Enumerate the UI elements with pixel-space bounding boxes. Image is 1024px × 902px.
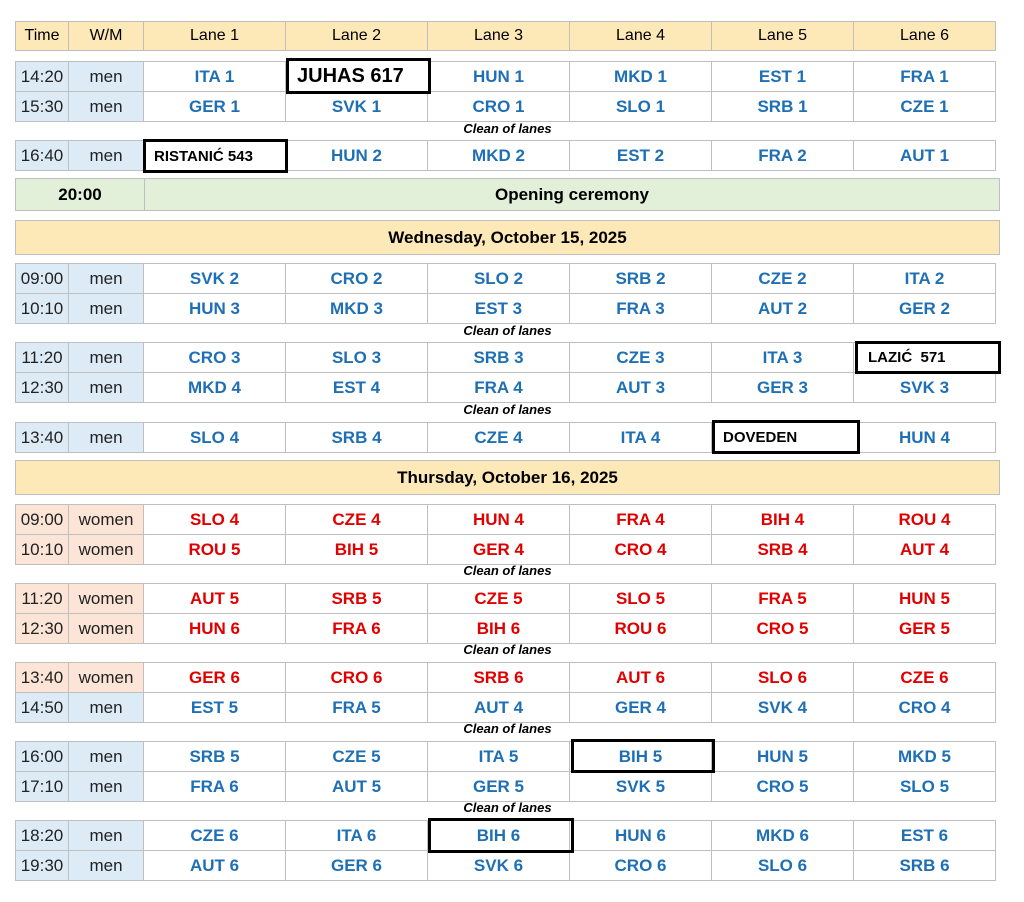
schedule-row	[15, 61, 1000, 92]
lane-6-cell: MKD 5	[853, 741, 996, 772]
lane-5-cell: SRB 4	[711, 534, 854, 565]
handwritten-note-box: DOVEDEN	[712, 420, 860, 454]
header-lane-6: Lane 6	[853, 21, 996, 51]
lane-2-cell: CRO 2	[285, 263, 428, 294]
lane-1-cell: SLO 4	[143, 504, 286, 535]
header-lane-3: Lane 3	[427, 21, 570, 51]
clean-of-lanes-label: Clean of lanes	[463, 121, 552, 136]
lane-1-cell: AUT 6	[143, 850, 286, 881]
lane-6-cell: CRO 4	[853, 692, 996, 723]
lane-5-cell: HUN 5	[711, 741, 854, 772]
row-time: 14:50	[15, 692, 69, 723]
schedule-row	[15, 372, 1000, 403]
lane-6-cell: EST 6	[853, 820, 996, 851]
row-time: 14:20	[15, 61, 69, 92]
row-category: women	[68, 583, 144, 614]
schedule-row	[15, 504, 1000, 535]
lane-4-cell: BIH 5	[569, 741, 712, 772]
lane-4-cell: GER 4	[569, 692, 712, 723]
lane-3-cell: SVK 6	[427, 850, 570, 881]
row-category: men	[68, 850, 144, 881]
row-time: 18:20	[15, 820, 69, 851]
lane-4-cell: HUN 6	[569, 820, 712, 851]
lane-3-cell: HUN 1	[427, 61, 570, 92]
row-time: 13:40	[15, 662, 69, 693]
header-lane-5: Lane 5	[711, 21, 854, 51]
row-time: 17:10	[15, 771, 69, 802]
lane-6-cell: AUT 4	[853, 534, 996, 565]
lane-3-cell: BIH 6	[427, 613, 570, 644]
lane-5-cell: SVK 4	[711, 692, 854, 723]
lane-3-cell: GER 5	[427, 771, 570, 802]
ceremony-time: 20:00	[15, 178, 145, 211]
lane-2-cell: MKD 3	[285, 293, 428, 324]
lane-3-cell: GER 4	[427, 534, 570, 565]
row-time: 10:10	[15, 534, 69, 565]
lane-6-cell: AUT 1	[853, 140, 996, 171]
schedule-row	[15, 692, 1000, 723]
row-time: 19:30	[15, 850, 69, 881]
lane-4-cell: FRA 4	[569, 504, 712, 535]
lane-6-cell: CZE 1	[853, 91, 996, 122]
row-category: women	[68, 662, 144, 693]
lane-2-cell: SLO 3	[285, 342, 428, 373]
row-time: 13:40	[15, 422, 69, 453]
lane-1-cell: CRO 3	[143, 342, 286, 373]
row-category: men	[68, 741, 144, 772]
lane-2-cell: EST 4	[285, 372, 428, 403]
row-category: men	[68, 771, 144, 802]
row-time: 11:20	[15, 583, 69, 614]
lane-1-cell: GER 6	[143, 662, 286, 693]
lane-3-cell: ITA 5	[427, 741, 570, 772]
schedule-row	[15, 583, 1000, 614]
lane-6-cell: HUN 4	[853, 422, 996, 453]
handwritten-note-box: JUHAS 617	[286, 58, 431, 94]
lane-2-cell: CZE 4	[285, 504, 428, 535]
lane-1-cell: CZE 6	[143, 820, 286, 851]
lane-4-cell: CRO 4	[569, 534, 712, 565]
lane-6-cell: GER 5	[853, 613, 996, 644]
lane-1-cell: FRA 6	[143, 771, 286, 802]
lane-4-cell: AUT 3	[569, 372, 712, 403]
lane-5-cell: BIH 4	[711, 504, 854, 535]
lane-3-cell: EST 3	[427, 293, 570, 324]
lane-4-cell: SLO 1	[569, 91, 712, 122]
lane-2-cell: SVK 1	[285, 91, 428, 122]
lane-2-cell: FRA 5	[285, 692, 428, 723]
row-time: 16:40	[15, 140, 69, 171]
header-row	[15, 21, 1000, 51]
lane-1-cell: ROU 5	[143, 534, 286, 565]
row-time: 11:20	[15, 342, 69, 373]
row-category: men	[68, 293, 144, 324]
row-time: 10:10	[15, 293, 69, 324]
lane-2-cell: SRB 5	[285, 583, 428, 614]
lane-6-cell: SVK 3	[853, 372, 996, 403]
row-category: men	[68, 140, 144, 171]
lane-4-cell: AUT 6	[569, 662, 712, 693]
handwritten-note-box: RISTANIĆ 543	[143, 139, 288, 173]
handwritten-note-box: LAZIĆ 571	[855, 341, 1001, 374]
lane-2-cell: HUN 2	[285, 140, 428, 171]
lane-2-cell: CRO 6	[285, 662, 428, 693]
lane-5-cell: EST 1	[711, 61, 854, 92]
clean-of-lanes-label: Clean of lanes	[463, 402, 552, 417]
lane-3-cell: SLO 2	[427, 263, 570, 294]
day-header-thursday: Thursday, October 16, 2025	[15, 460, 1000, 495]
schedule-row	[15, 613, 1000, 644]
lane-6-cell: SRB 6	[853, 850, 996, 881]
row-category: men	[68, 820, 144, 851]
lane-2-cell: AUT 5	[285, 771, 428, 802]
lane-1-cell: MKD 4	[143, 372, 286, 403]
header-time: Time	[15, 21, 69, 51]
lane-1-cell: SVK 2	[143, 263, 286, 294]
row-time: 12:30	[15, 613, 69, 644]
row-category: men	[68, 263, 144, 294]
lane-3-cell: CZE 4	[427, 422, 570, 453]
lane-5-cell: CRO 5	[711, 613, 854, 644]
lane-1-cell: SLO 4	[143, 422, 286, 453]
lane-5-cell: FRA 5	[711, 583, 854, 614]
lane-5-cell: CRO 5	[711, 771, 854, 802]
header-wm: W/M	[68, 21, 144, 51]
lane-2-cell: FRA 6	[285, 613, 428, 644]
lane-6-cell: SLO 5	[853, 771, 996, 802]
clean-of-lanes-label: Clean of lanes	[463, 642, 552, 657]
lane-5-cell: SLO 6	[711, 850, 854, 881]
lane-3-cell: AUT 4	[427, 692, 570, 723]
ceremony-label: Opening ceremony	[145, 178, 1000, 211]
lane-5-cell: SLO 6	[711, 662, 854, 693]
row-time: 15:30	[15, 91, 69, 122]
lane-6-cell: GER 2	[853, 293, 996, 324]
row-time: 16:00	[15, 741, 69, 772]
row-time: 09:00	[15, 263, 69, 294]
schedule-row	[15, 771, 1000, 802]
lane-1-cell: AUT 5	[143, 583, 286, 614]
lane-1-cell: HUN 6	[143, 613, 286, 644]
lane-1-cell: EST 5	[143, 692, 286, 723]
lane-3-cell: HUN 4	[427, 504, 570, 535]
lane-5-cell: CZE 2	[711, 263, 854, 294]
lane-3-cell: FRA 4	[427, 372, 570, 403]
lane-4-cell: CZE 3	[569, 342, 712, 373]
lane-3-cell: BIH 6	[427, 820, 570, 851]
clean-of-lanes-label: Clean of lanes	[463, 323, 552, 338]
clean-of-lanes-label: Clean of lanes	[463, 721, 552, 736]
header-lane-2: Lane 2	[285, 21, 428, 51]
lane-4-cell: SLO 5	[569, 583, 712, 614]
row-category: men	[68, 61, 144, 92]
row-category: men	[68, 91, 144, 122]
row-time: 12:30	[15, 372, 69, 403]
lane-2-cell: CZE 5	[285, 741, 428, 772]
header-lane-4: Lane 4	[569, 21, 712, 51]
lane-6-cell: FRA 1	[853, 61, 996, 92]
lane-5-cell: AUT 2	[711, 293, 854, 324]
lane-5-cell: GER 3	[711, 372, 854, 403]
lane-4-cell: SRB 2	[569, 263, 712, 294]
schedule-row	[15, 820, 1000, 851]
clean-of-lanes-label: Clean of lanes	[463, 800, 552, 815]
lane-6-cell: ITA 2	[853, 263, 996, 294]
schedule-row	[15, 662, 1000, 693]
lane-4-cell: EST 2	[569, 140, 712, 171]
schedule-row	[15, 534, 1000, 565]
row-category: women	[68, 534, 144, 565]
lane-5-cell: SRB 1	[711, 91, 854, 122]
row-category: men	[68, 372, 144, 403]
lane-4-cell: SVK 5	[569, 771, 712, 802]
lane-2-cell: GER 6	[285, 850, 428, 881]
lane-6-cell: CZE 6	[853, 662, 996, 693]
lane-3-cell: CRO 1	[427, 91, 570, 122]
lane-1-cell: HUN 3	[143, 293, 286, 324]
schedule-row	[15, 342, 1000, 373]
lane-1-cell: SRB 5	[143, 741, 286, 772]
row-time: 09:00	[15, 504, 69, 535]
lane-1-cell: GER 1	[143, 91, 286, 122]
lane-3-cell: SRB 3	[427, 342, 570, 373]
schedule-row	[15, 263, 1000, 294]
lane-3-cell: MKD 2	[427, 140, 570, 171]
lane-3-cell: SRB 6	[427, 662, 570, 693]
row-category: women	[68, 613, 144, 644]
schedule-row	[15, 741, 1000, 772]
opening-ceremony-row	[15, 178, 1000, 211]
lane-4-cell: CRO 6	[569, 850, 712, 881]
lane-6-cell: ROU 4	[853, 504, 996, 535]
lane-4-cell: MKD 1	[569, 61, 712, 92]
header-lane-1: Lane 1	[143, 21, 286, 51]
row-category: women	[68, 504, 144, 535]
lane-5-cell: MKD 6	[711, 820, 854, 851]
row-category: men	[68, 342, 144, 373]
lane-6-cell: HUN 5	[853, 583, 996, 614]
lane-4-cell: ROU 6	[569, 613, 712, 644]
lane-2-cell: SRB 4	[285, 422, 428, 453]
lane-5-cell: FRA 2	[711, 140, 854, 171]
day-header-wednesday: Wednesday, October 15, 2025	[15, 220, 1000, 255]
lane-4-cell: FRA 3	[569, 293, 712, 324]
lane-2-cell: BIH 5	[285, 534, 428, 565]
row-category: men	[68, 692, 144, 723]
lane-4-cell: ITA 4	[569, 422, 712, 453]
schedule-row	[15, 293, 1000, 324]
lane-1-cell: ITA 1	[143, 61, 286, 92]
schedule-row	[15, 91, 1000, 122]
lane-2-cell: ITA 6	[285, 820, 428, 851]
row-category: men	[68, 422, 144, 453]
lane-3-cell: CZE 5	[427, 583, 570, 614]
clean-of-lanes-label: Clean of lanes	[463, 563, 552, 578]
lane-5-cell: ITA 3	[711, 342, 854, 373]
schedule-row	[15, 850, 1000, 881]
